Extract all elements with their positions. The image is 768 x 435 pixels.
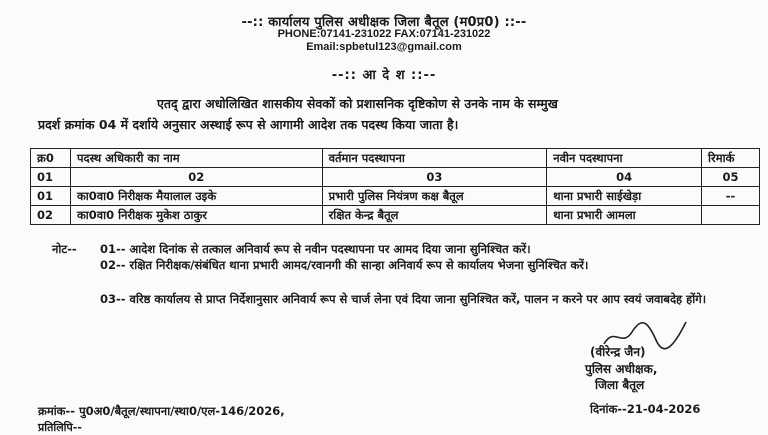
cell-new-posting: थाना प्रभारी साईखेड़ा xyxy=(547,187,702,206)
signatory-name: (वीरेन्द्र जैन) xyxy=(590,345,646,359)
column-number: 04 xyxy=(547,168,702,187)
header-officer-name: पदस्थ अधिकारी का नाम xyxy=(70,149,322,168)
cell-remark xyxy=(702,206,760,225)
body-text-line-1: एतद् द्वारा अधोलिखित शासकीय सेवकों को प्रशासनिक दृष्टिकोण से उनके नाम के सम्मुख xyxy=(157,96,558,111)
cell-current-posting: प्रभारी पुलिस नियंत्रण कक्ष बैतूल xyxy=(322,187,547,206)
body-text-line-2: प्रदर्श क्रमांक 04 में दर्शाये अनुसार अस्थाई रूप से आगामी आदेश तक पदस्थ किया जाता है। xyxy=(38,117,459,132)
signatory-title: पुलिस अधीक्षक, xyxy=(585,362,658,376)
cell-remark: -- xyxy=(702,187,760,206)
cell-new-posting: थाना प्रभारी आमला xyxy=(547,206,702,225)
header-current-posting: वर्तमान पदस्थापना xyxy=(322,149,547,168)
copy-to-label: प्रतिलिपि-- xyxy=(38,421,82,434)
cell-serial: 01 xyxy=(31,187,71,206)
cell-current-posting: रक्षित केन्द्र बैतूल xyxy=(322,206,547,225)
header-remark: रिमार्क xyxy=(702,149,760,168)
cell-serial: 02 xyxy=(31,206,71,225)
column-number: 02 xyxy=(70,168,322,187)
phone-fax-line: PHONE:07141-231022 FAX:07141-231022 xyxy=(277,28,491,40)
posting-table xyxy=(30,148,760,225)
signatory-district: जिला बैतूल xyxy=(595,378,645,392)
column-number: 03 xyxy=(322,168,547,187)
note-item: 03-- वरिष्ठ कार्यालय से प्राप्त निर्देशानुसार अनिवार्य रूप से चार्ज लेना एवं दिया जाना सुनिश्चित करें, पालन न करने पर आप स्वयं जवाबदेह होंगे। xyxy=(100,292,707,306)
table-header-row xyxy=(31,149,760,168)
email-line: Email:spbetul123@gmail.com xyxy=(306,41,462,53)
header-serial: क्र0 xyxy=(31,149,71,168)
table-row xyxy=(31,187,760,206)
notes-label: नोट-- xyxy=(52,242,77,256)
note-item: 02-- रक्षित निरीक्षक/संबंधित थाना प्रभारी आमद/रवानगी की सान्हा अनिवार्य रूप से कार्यालय भेजना सुनिश्चित करें। xyxy=(100,258,589,272)
office-heading: --:: कार्यालय पुलिस अधीक्षक जिला बैतूल (म0प्र0) ::-- xyxy=(241,15,527,30)
table-column-number-row xyxy=(31,168,760,187)
cell-officer-name: का0वा0 निरीक्षक मुकेश ठाकुर xyxy=(70,206,322,225)
reference-number: क्रमांक-- पु0अ0/बैतूल/स्थापना/स्था0/एल-146/2026, xyxy=(38,404,285,418)
header-new-posting: नवीन पदस्थापना xyxy=(547,149,702,168)
order-heading: --:: आ दे श ::-- xyxy=(331,68,437,83)
order-date: दिनांक--21-04-2026 xyxy=(590,402,701,416)
note-item: 01-- आदेश दिनांक से तत्काल अनिवार्य रूप से नवीन पदस्थापना पर आमद दिया जाना सुनिश्चित करें। xyxy=(100,242,531,256)
column-number: 01 xyxy=(31,168,71,187)
table-row xyxy=(31,206,760,225)
column-number: 05 xyxy=(702,168,760,187)
cell-officer-name: का0वा0 निरीक्षक मैयालाल उइके xyxy=(70,187,322,206)
